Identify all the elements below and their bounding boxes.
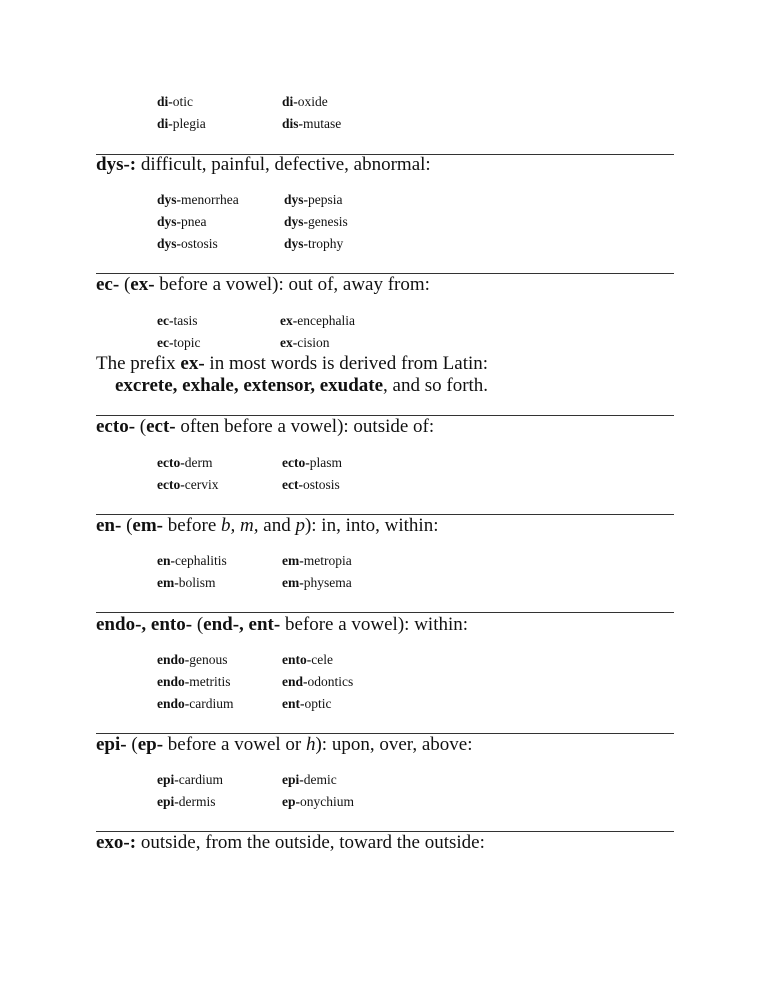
word-entry: ep-onychium bbox=[282, 794, 354, 809]
word-entry: en-cephalitis bbox=[157, 553, 227, 568]
word-entry: ec-topic bbox=[157, 335, 201, 350]
word-entry: ex-encephalia bbox=[280, 313, 355, 328]
word-entry: dis-mutase bbox=[282, 116, 342, 131]
word-entry: ecto-cervix bbox=[157, 477, 219, 492]
word-entry: di-otic bbox=[157, 94, 194, 109]
word-entry: dys-ostosis bbox=[157, 236, 218, 251]
note-text: excrete, exhale, extensor, exudate, and so forth. bbox=[115, 375, 489, 396]
section-heading-dys: dys-: difficult, painful, defective, abnormal: bbox=[96, 154, 431, 175]
word-entry: dys-menorrhea bbox=[157, 192, 239, 207]
note-text: The prefix ex- in most words is derived from Latin: bbox=[96, 353, 489, 374]
word-entry: endo-genous bbox=[157, 652, 228, 667]
word-entry: em-metropia bbox=[282, 553, 352, 568]
word-entry: dys-pnea bbox=[157, 214, 207, 229]
section-heading-ecto: ecto- (ect- often before a vowel): outside of: bbox=[96, 416, 435, 437]
word-entry: ent-optic bbox=[282, 696, 332, 711]
section-heading-en: en- (em- before b, m, and p): in, into, within: bbox=[96, 515, 439, 536]
word-entry: endo-metritis bbox=[157, 674, 231, 689]
word-entry: em-bolism bbox=[157, 575, 216, 590]
word-entry: ec-tasis bbox=[157, 313, 198, 328]
word-entry: dys-trophy bbox=[284, 236, 344, 251]
word-entry: ecto-plasm bbox=[282, 455, 342, 470]
word-entry: ento-cele bbox=[282, 652, 333, 667]
section-heading-epi: epi- (ep- before a vowel or h): upon, over, above: bbox=[96, 734, 473, 755]
word-entry: epi-dermis bbox=[157, 794, 216, 809]
word-entry: ect-ostosis bbox=[282, 477, 340, 492]
word-entry: di-oxide bbox=[282, 94, 328, 109]
word-entry: dys-pepsia bbox=[284, 192, 343, 207]
section-heading-ec: ec- (ex- before a vowel): out of, away from: bbox=[96, 274, 430, 295]
word-entry: end-odontics bbox=[282, 674, 354, 689]
word-entry: em-physema bbox=[282, 575, 352, 590]
word-entry: epi-demic bbox=[282, 772, 337, 787]
word-entry: dys-genesis bbox=[284, 214, 348, 229]
word-entry: ex-cision bbox=[280, 335, 330, 350]
word-entry: ecto-derm bbox=[157, 455, 213, 470]
word-entry: endo-cardium bbox=[157, 696, 234, 711]
section-heading-exo: exo-: outside, from the outside, toward the outside: bbox=[96, 832, 485, 853]
section-divider bbox=[96, 612, 674, 613]
word-entry: epi-cardium bbox=[157, 772, 223, 787]
section-heading-endo: endo-, ento- (end-, ent- before a vowel): within: bbox=[96, 614, 469, 635]
word-entry: di-plegia bbox=[157, 116, 206, 131]
